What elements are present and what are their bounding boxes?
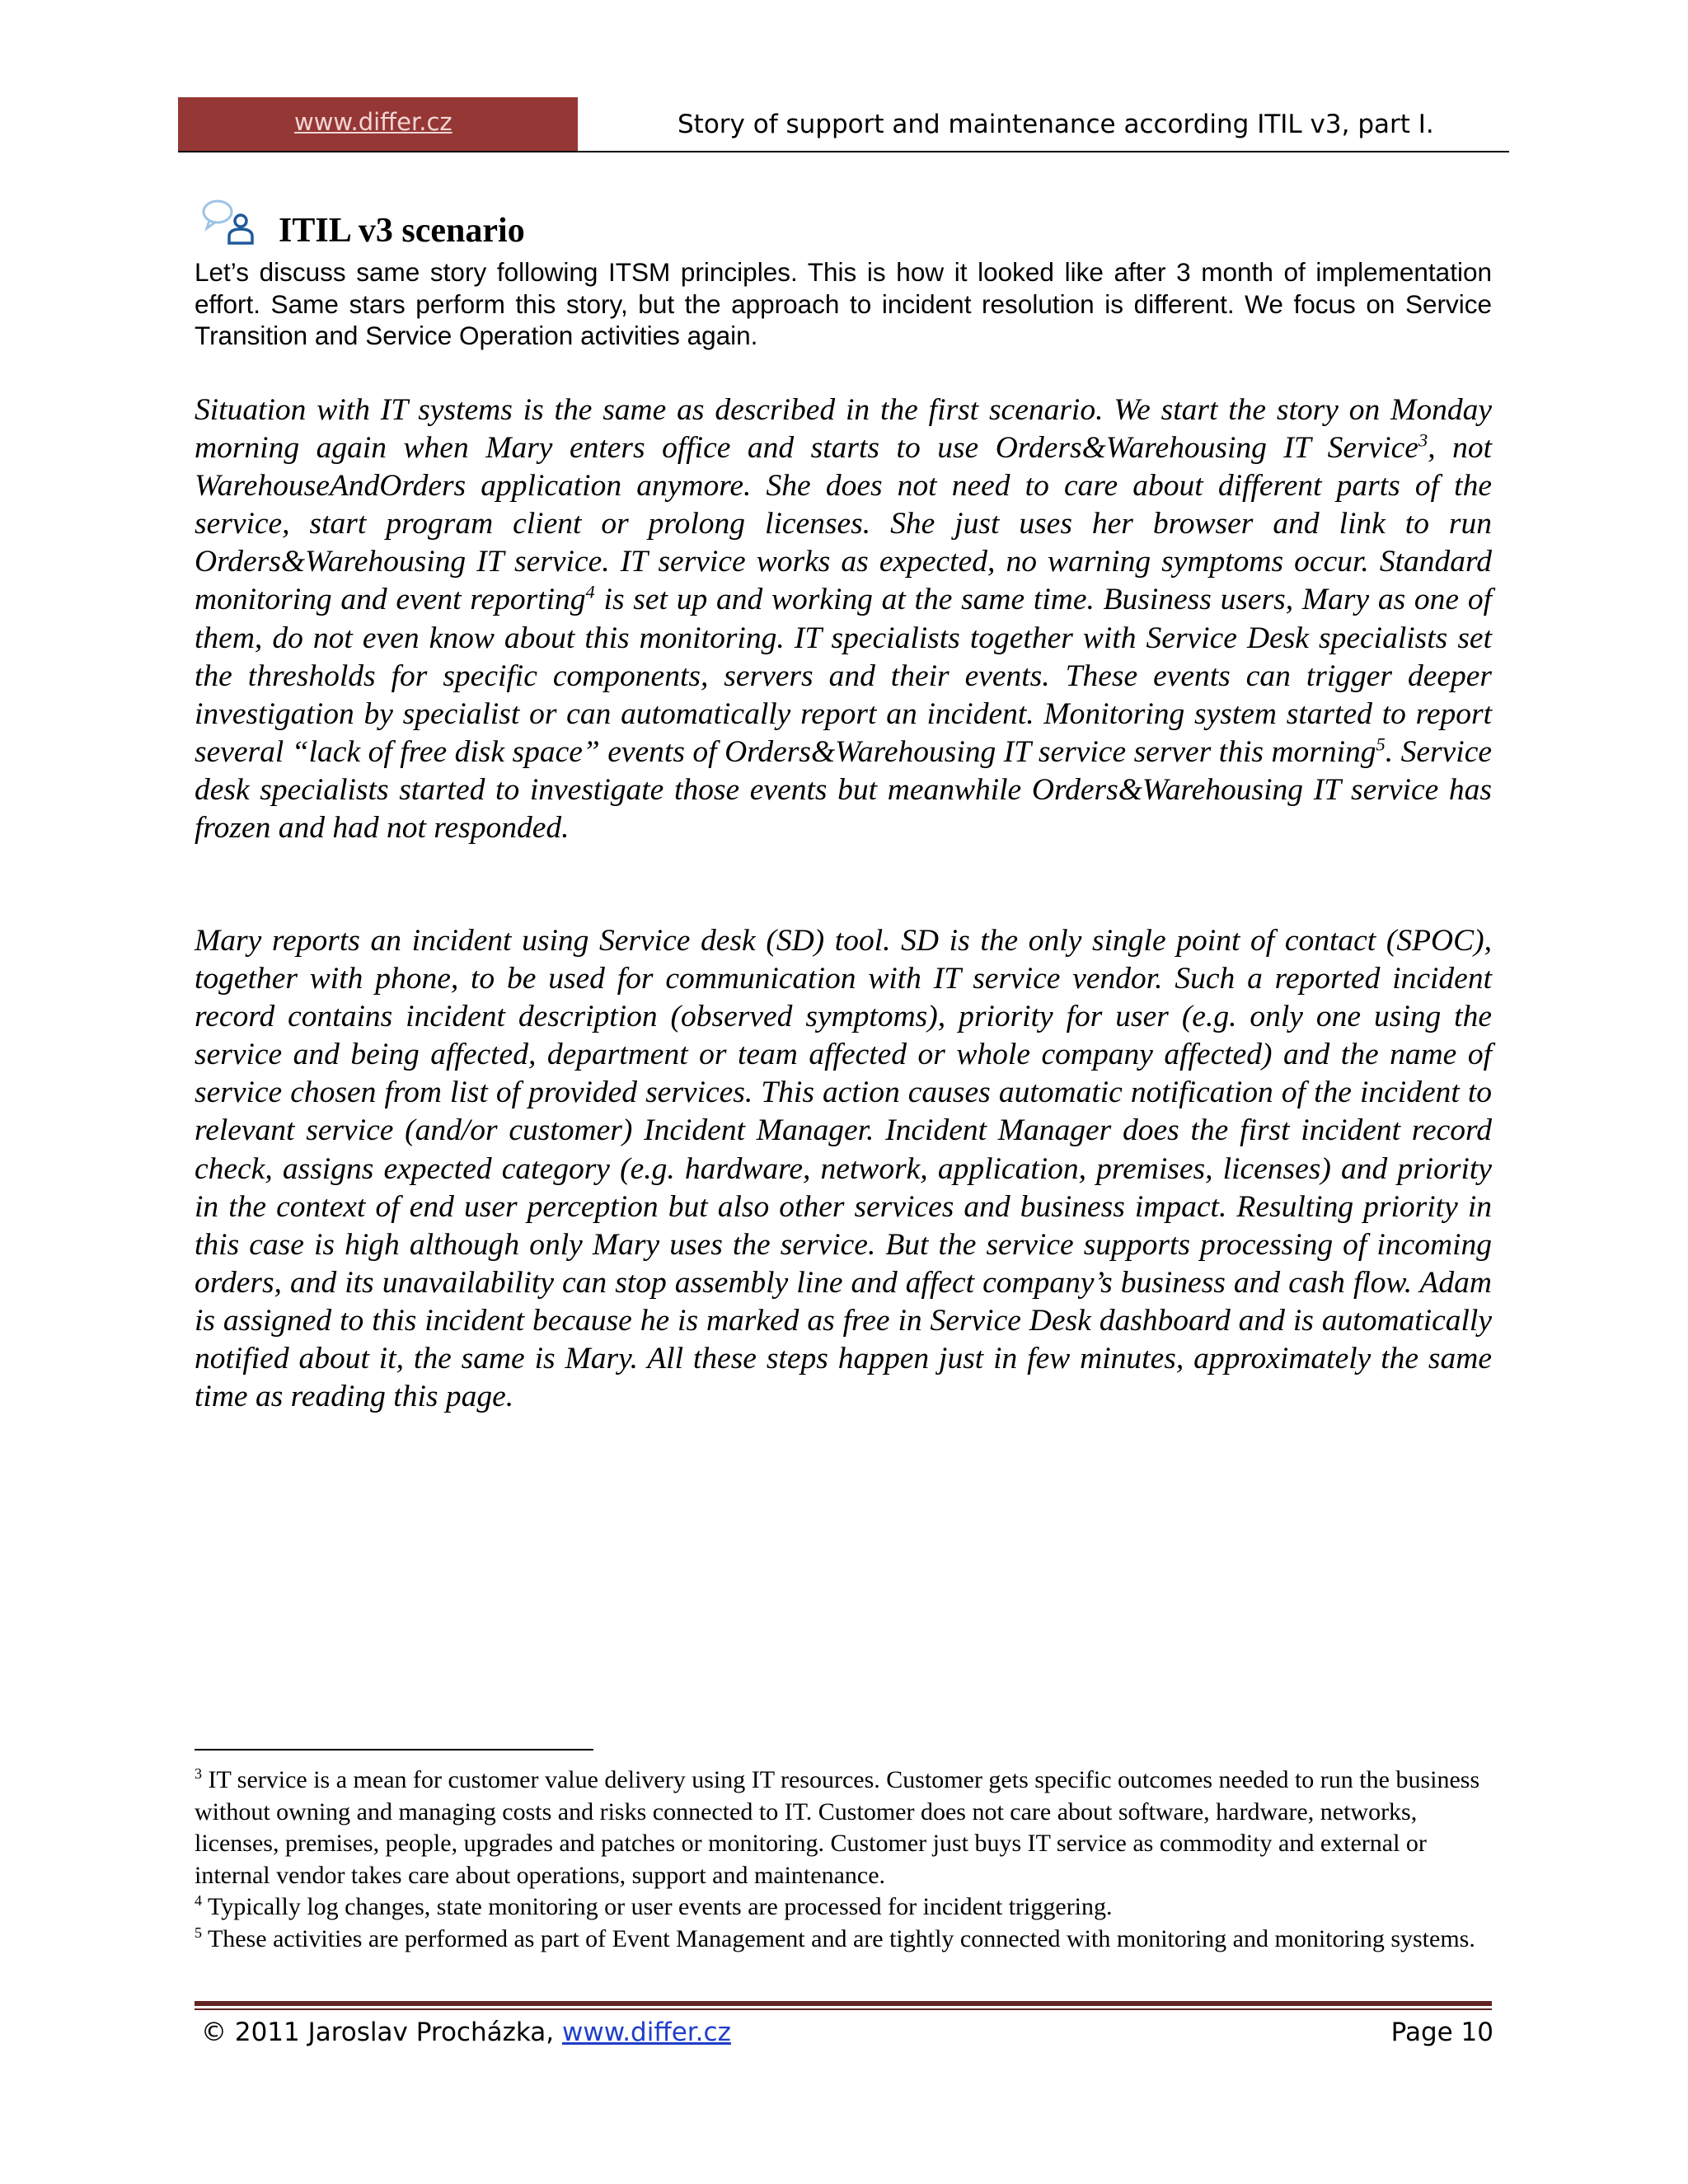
header-link[interactable]: www.differ.cz [294, 108, 452, 136]
footnote [195, 1765, 1492, 1891]
footer-rule [195, 2001, 1492, 2006]
scenario-paragraph-2: Mary reports an incident using Service desk (SD) tool. SD is the only single point of contact (SPOC), together with phone, to be used for communication with IT service vendor. Such a reported incident record contains incident description (observed symptoms), priority for user (e.g. only one using the service and being affected, department or team affected or whole company affected) and the name of service chosen from list of provided services. This action causes automatic notification of the incident to relevant service (and/or customer) Incident Manager. Incident Manager does the first incident record check, assigns expected category (e.g. hardware, network, application, premises, licenses) and priority in the context of end user perception but also other services and business impact. Resulting priority in this case is high although only Mary uses the service. But the service supports processing of incoming orders, and its unavailability can stop assembly line and affect company’s business and cash flow. Adam is assigned to this incident because he is marked as free in Service Desk dashboard and is automatically notified about it, the same is Mary. All these steps happen just in few minutes, approximately the same time as reading this page. [195, 924, 1492, 1414]
footnote-ref-3[interactable]: 3 [1418, 429, 1428, 451]
footnote-number: 5 [195, 1924, 202, 1941]
footnote-text: IT service is a mean for customer value delivery using IT resources. Customer gets specific outcomes needed to run the business without owning and managing costs and risks connected to IT. Customer does not care about software, hardware, networks, licenses, premises, people, upgrades and patches or monitoring. Customer just buys IT service as commodity and external or internal vendor takes care about operations, support and maintenance. [195, 1766, 1480, 1889]
footer-rule-thin [195, 2008, 1492, 2010]
footnote-number: 4 [195, 1892, 202, 1910]
para1-text-d: . Service desk specialists started to investigate those events but meanwhile Orders&Warehousing IT service has frozen and had not responded. [195, 734, 1492, 846]
header-title: Story of support and maintenance according ITIL v3, part I. [678, 110, 1434, 139]
intro-paragraph: Let’s discuss same story following ITSM principles. This is how it looked like after 3 month of implementation effort. Same stars perform this story, but the approach to incident resolution is different. We focus on Service Transition and Service Operation activities again. [195, 257, 1492, 350]
copyright-text: © 2011 Jaroslav Procházka, [201, 2018, 562, 2047]
footnote-ref-4[interactable]: 4 [585, 581, 595, 602]
footnote [195, 1924, 1492, 1956]
footnotes [195, 1765, 1492, 1956]
footnote-separator [195, 1749, 593, 1750]
header-divider [178, 151, 1509, 152]
footnote-text: These activities are performed as part of Event Management and are tightly connected with monitoring and monitoring systems. [202, 1924, 1475, 1952]
para1-text-a: Situation with IT systems is the same as described in the first scenario. We start the story on Monday morning again when Mary enters office and starts to use Orders&Warehousing IT Service [195, 393, 1492, 466]
page-number: Page 10 [1390, 2018, 1493, 2047]
para1-text-c: is set up and working at the same time. Business users, Mary as one of them, do not even know about this monitoring. IT specialists together with Service Desk specialists set the thresholds for specific components, servers and their events. These events can trigger deeper investigation by specialist or can automatically report an incident. Monitoring system started to report several “lack of free disk space” events of Orders&Warehousing IT service server this morning [195, 583, 1492, 769]
footer-link[interactable]: www.differ.cz [561, 2018, 731, 2047]
para1-text-b: , not WarehouseAndOrders application anymore. She does not need to care about different parts of the service, start program client or prolong licenses. She just uses her browser and link to run Orders&Warehousing IT service. IT service works as expected, no warning symptoms occur. Standard monitoring and event reporting [195, 431, 1492, 617]
people-chat-icon [199, 195, 259, 245]
footnote-number: 3 [195, 1765, 202, 1782]
footnote [195, 1891, 1492, 1924]
scenario-paragraph-1 [195, 391, 1492, 847]
section-heading: ITIL v3 scenario [279, 212, 525, 250]
footnote-ref-5[interactable]: 5 [1376, 733, 1386, 755]
footer-copyright [201, 2018, 731, 2047]
footnote-text: Typically log changes, state monitoring or user events are processed for incident triggering. [202, 1893, 1113, 1921]
